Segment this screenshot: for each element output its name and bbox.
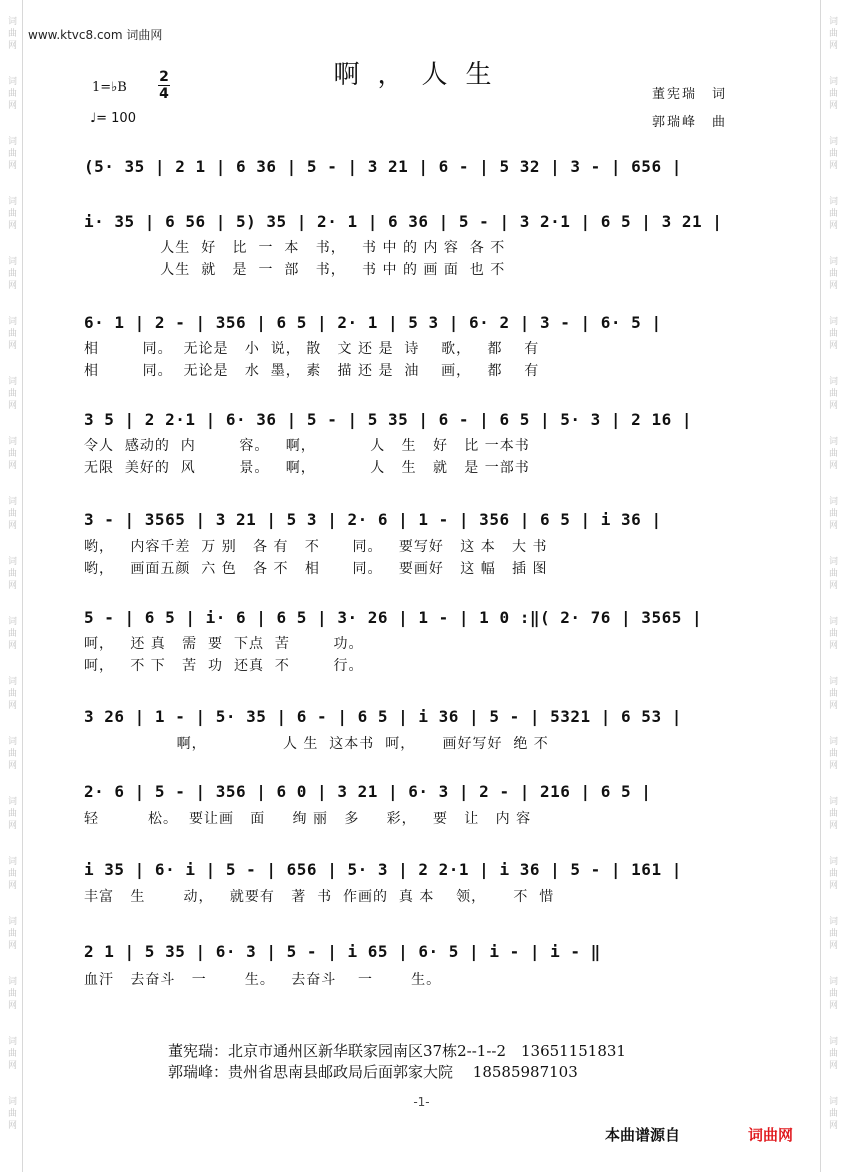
notation-row: 3 26 | 1 - | 5· 35 | 6 - | 6 5 | i 36 | 5 - | 5321 | 6 53 | <box>84 707 682 726</box>
lyric-line: 轻 松。 要让画 面 绚 丽 多 彩， 要 让 内 容 <box>84 811 532 827</box>
notation-row: 3 5 | 2 2·1 | 6· 36 | 5 - | 5 35 | 6 - | 6 5 | 5· 3 | 2 16 | <box>84 410 692 429</box>
lyric-line: 相 同。 无论是 小 说， 散 文 还 是 诗 歌， 都 有 <box>84 341 540 357</box>
watermark: 词曲网 <box>6 736 16 772</box>
lyric-line: 令人 感动的 内 容。 啊， 人 生 好 比 一本书 <box>84 438 530 454</box>
source-brand-link[interactable]: 词曲网 <box>748 1126 794 1144</box>
source-label: 本曲谱源自 <box>605 1126 681 1144</box>
tempo-marking: ♩= 100 <box>90 111 136 126</box>
watermark: 词曲网 <box>6 1096 16 1132</box>
lyric-line: 哟， 画面五颜 六 色 各 不 相 同。 要画好 这 幅 插 图 <box>84 561 548 577</box>
watermark: 词曲网 <box>827 376 837 412</box>
watermark: 词曲网 <box>827 796 837 832</box>
watermark: 词曲网 <box>6 976 16 1012</box>
time-signature <box>158 70 170 101</box>
watermark: 词曲网 <box>827 76 837 112</box>
lyric-line: 相 同。 无论是 水 墨， 素 描 还 是 油 画， 都 有 <box>84 363 540 379</box>
composer-credit: 郭瑞峰 曲 <box>652 115 728 130</box>
lyric-line: 人生 好 比 一 本 书， 书 中 的 内 容 各 不 <box>84 240 506 256</box>
watermark: 词曲网 <box>827 736 837 772</box>
meter-bottom: 4 <box>159 86 169 102</box>
lyric-line: 无限 美好的 风 景。 啊， 人 生 就 是 一部书 <box>84 460 530 476</box>
left-watermark-strip <box>0 0 23 1172</box>
watermark: 词曲网 <box>6 256 16 292</box>
lyric-line: 呵， 不 下 苦 功 还真 不 行。 <box>84 658 364 674</box>
notation-row: i 35 | 6· i | 5 - | 656 | 5· 3 | 2 2·1 | i 36 | 5 - | 161 | <box>84 860 682 879</box>
watermark: 词曲网 <box>827 556 837 592</box>
right-watermark-strip <box>820 0 843 1172</box>
notation-row: 3 - | 3565 | 3 21 | 5 3 | 2· 6 | 1 - | 356 | 6 5 | i 36 | <box>84 510 662 529</box>
page-number: -1- <box>413 1095 430 1109</box>
watermark: 词曲网 <box>827 856 837 892</box>
watermark: 词曲网 <box>6 196 16 232</box>
watermark: 词曲网 <box>827 976 837 1012</box>
composer-contact: 郭瑞峰：贵州省思南县邮政局后面郭家大院 18585987103 <box>168 1063 578 1081</box>
watermark: 词曲网 <box>827 16 837 52</box>
watermark: 词曲网 <box>6 796 16 832</box>
watermark: 词曲网 <box>6 496 16 532</box>
watermark: 词曲网 <box>827 616 837 652</box>
watermark: 词曲网 <box>6 1036 16 1072</box>
notation-row: 2· 6 | 5 - | 356 | 6 0 | 3 21 | 6· 3 | 2 - | 216 | 6 5 | <box>84 782 652 801</box>
watermark: 词曲网 <box>6 556 16 592</box>
notation-row: 6· 1 | 2 - | 356 | 6 5 | 2· 1 | 5 3 | 6· 2 | 3 - | 6· 5 | <box>84 313 662 332</box>
watermark: 词曲网 <box>6 136 16 172</box>
lyric-line: 啊， 人 生 这本书 呵， 画好写好 绝 不 <box>84 736 549 752</box>
meter-top: 2 <box>159 69 169 85</box>
watermark: 词曲网 <box>6 856 16 892</box>
watermark: 词曲网 <box>827 1096 837 1132</box>
watermark: 词曲网 <box>6 616 16 652</box>
lyric-line: 人生 就 是 一 部 书， 书 中 的 画 面 也 不 <box>84 262 506 278</box>
watermark: 词曲网 <box>827 496 837 532</box>
watermark: 词曲网 <box>827 196 837 232</box>
watermark: 词曲网 <box>827 676 837 712</box>
watermark: 词曲网 <box>6 16 16 52</box>
song-title: 啊，人生 <box>333 60 510 90</box>
site-url: www.ktvc8.com 词曲网 <box>28 28 163 42</box>
watermark: 词曲网 <box>827 916 837 952</box>
lyricist-credit: 董宪瑞 词 <box>652 87 728 102</box>
watermark: 词曲网 <box>6 676 16 712</box>
watermark: 词曲网 <box>827 316 837 352</box>
watermark: 词曲网 <box>827 436 837 472</box>
lyric-line: 呵， 还 真 需 要 下点 苦 功。 <box>84 636 364 652</box>
lyricist-contact: 董宪瑞：北京市通州区新华联家园南区37栋2--1--2 13651151831 <box>168 1042 626 1060</box>
lyric-line: 哟， 内容千差 万 别 各 有 不 同。 要写好 这 本 大 书 <box>84 539 548 555</box>
notation-row: i· 35 | 6 56 | 5) 35 | 2· 1 | 6 36 | 5 - | 3 2·1 | 6 5 | 3 21 | <box>84 212 723 231</box>
lyric-line: 血汗 去奋斗 一 生。 去奋斗 一 生。 <box>84 972 442 988</box>
watermark: 词曲网 <box>827 136 837 172</box>
watermark: 词曲网 <box>6 436 16 472</box>
notation-row: 2 1 | 5 35 | 6· 3 | 5 - | i 65 | 6· 5 | i - | i - ‖ <box>84 942 601 961</box>
lyric-line: 丰富 生 动， 就要有 著 书 作画的 真 本 领， 不 惜 <box>84 889 555 905</box>
watermark: 词曲网 <box>6 376 16 412</box>
notation-row: (5· 35 | 2 1 | 6 36 | 5 - | 3 21 | 6 - | 5 32 | 3 - | 656 | <box>84 157 682 176</box>
watermark: 词曲网 <box>6 916 16 952</box>
watermark: 词曲网 <box>827 256 837 292</box>
watermark: 词曲网 <box>6 76 16 112</box>
notation-row: 5 - | 6 5 | i· 6 | 6 5 | 3· 26 | 1 - | 1 0 :‖( 2· 76 | 3565 | <box>84 608 703 627</box>
key-signature: 1=♭B <box>92 80 127 95</box>
watermark: 词曲网 <box>6 316 16 352</box>
watermark: 词曲网 <box>827 1036 837 1072</box>
